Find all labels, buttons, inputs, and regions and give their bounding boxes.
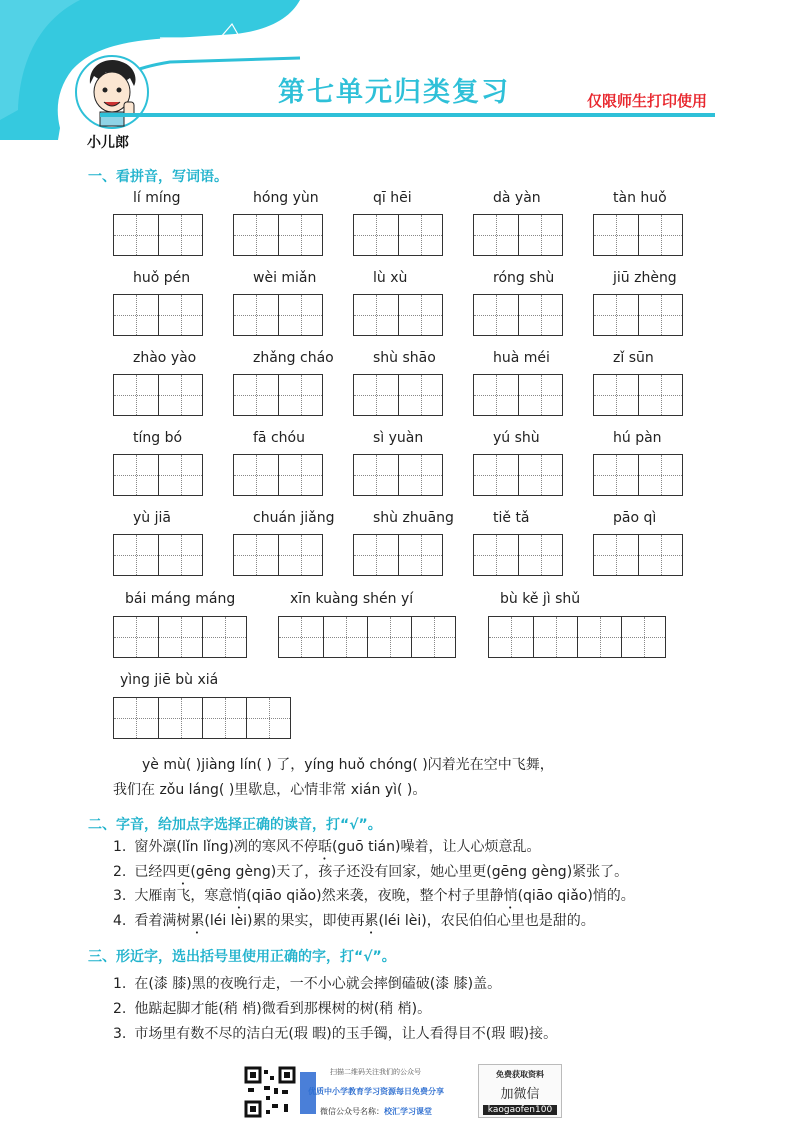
grid-cell[interactable] [114,617,158,657]
logo-text: 小儿郎 [87,135,129,151]
grid-cell[interactable] [158,698,202,738]
grid-cell[interactable] [114,295,158,335]
wechat-box-title: 免费获取资料 [496,1070,544,1079]
section2-question [113,910,595,937]
pinyin-label: huà méi [493,350,550,366]
tianzige-grid[interactable] [113,616,247,658]
grid-cell[interactable] [638,215,682,255]
grid-cell[interactable] [474,295,518,335]
wechat-box [478,1064,562,1118]
grid-cell[interactable] [114,455,158,495]
grid-cell[interactable] [278,295,322,335]
grid-cell[interactable] [234,215,278,255]
page-title: 第七单元归类复习 [278,77,510,108]
grid-cell[interactable] [323,617,367,657]
grid-cell[interactable] [474,375,518,415]
tianzige-grid[interactable] [593,214,683,256]
pinyin-label: hú pàn [613,430,662,446]
pinyin-label: tàn huǒ [613,190,667,206]
boy-mascot-icon [72,50,152,134]
pinyin-label: shù shāo [373,350,436,366]
grid-cell[interactable] [234,455,278,495]
question-num: 3. [113,1026,127,1042]
grid-cell[interactable] [594,535,638,575]
grid-cell[interactable] [638,295,682,335]
grid-cell[interactable] [474,455,518,495]
section3-heading: 三、形近字，选出括号里使用正确的字，打“√”。 [88,949,396,965]
tianzige-grid[interactable] [233,214,323,256]
grid-cell[interactable] [518,535,562,575]
tianzige-grid[interactable] [233,454,323,496]
grid-cell[interactable] [234,295,278,335]
tianzige-grid[interactable] [353,374,443,416]
pinyin-label: yù jiā [133,510,171,526]
question-num: 3. [113,888,127,904]
grid-cell[interactable] [114,215,158,255]
footer-account [320,1106,432,1117]
grid-cell[interactable] [621,617,665,657]
grid-cell[interactable] [474,215,518,255]
grid-cell[interactable] [246,698,290,738]
question-pre: 窗外凛(lǐn lǐng)冽的寒风不停 [134,839,318,855]
tianzige-grid[interactable] [233,374,323,416]
question-text: 市场里有数不尽的洁白无(瑕 暇)的玉手镯，让人看得目不(瑕 暇)接。 [134,1026,558,1042]
grid-cell[interactable] [354,455,398,495]
question-mid: (gēng gèng)天了，孩子还没有回家，她心里更 [190,864,487,880]
pinyin-label: fā chóu [253,430,305,446]
grid-cell[interactable] [234,535,278,575]
section2-question [113,861,628,888]
pinyin-label: bù kě jì shǔ [500,591,581,607]
grid-cell[interactable] [279,617,323,657]
section3-question [113,1023,557,1043]
question-num: 1. [113,839,127,855]
tianzige-grid[interactable] [593,454,683,496]
grid-cell[interactable] [398,455,442,495]
grid-cell[interactable] [594,215,638,255]
tianzige-grid[interactable] [113,294,203,336]
pinyin-label: sì yuàn [373,430,424,446]
grid-cell[interactable] [398,535,442,575]
pinyin-label: wèi miǎn [253,270,317,286]
grid-cell[interactable] [533,617,577,657]
question-dot1: 悄 [232,888,247,904]
question-dot1: 更 [176,864,191,880]
footer-slogan: 优质中小学教育学习资源每日免费分享 [308,1087,444,1096]
question-pre: 已经四 [134,864,177,880]
pinyin-label: yìng jiē bù xiá [120,672,219,688]
section2-question [113,885,635,912]
tianzige-grid[interactable] [473,534,563,576]
grid-cell[interactable] [278,455,322,495]
grid-cell[interactable] [354,375,398,415]
tianzige-grid[interactable] [113,697,291,739]
tianzige-grid[interactable] [488,616,666,658]
question-post: (qiāo qiǎo)悄的。 [517,888,635,904]
wechat-box-main: 加微信 [500,1087,540,1102]
pinyin-label: zhào yào [133,350,197,366]
tianzige-grid[interactable] [278,616,456,658]
grid-cell[interactable] [202,698,246,738]
question-dot2: 悄 [503,888,518,904]
grid-cell[interactable] [158,215,202,255]
question-num: 2. [113,864,127,880]
tianzige-grid[interactable] [113,374,203,416]
question-text: 在(漆 膝)黑的夜晚行走，一不小心就会摔倒磕破(漆 膝)盖。 [134,976,502,992]
pinyin-label: pāo qì [613,510,657,526]
fill-sentence-line2: 我们在 zǒu láng( )里歇息，心情非常 xián yì( )。 [113,782,427,798]
tianzige-grid[interactable] [473,294,563,336]
pinyin-label: dà yàn [493,190,541,206]
question-mid: (guō tián)噪着，让人心烦意乱。 [331,839,541,855]
grid-cell[interactable] [398,375,442,415]
tianzige-grid[interactable] [353,454,443,496]
qr-code-icon [244,1066,296,1118]
grid-cell[interactable] [114,375,158,415]
section2-heading: 二、字音，给加点字选择正确的读音，打“√”。 [88,817,382,833]
question-dot2: 累 [364,913,379,929]
question-num: 1. [113,976,127,992]
account-label: 微信公众号名称： [320,1107,384,1116]
grid-cell[interactable] [278,375,322,415]
grid-cell[interactable] [158,455,202,495]
tianzige-grid[interactable] [353,534,443,576]
tianzige-grid[interactable] [473,454,563,496]
grid-cell[interactable] [278,535,322,575]
pinyin-label: yú shù [493,430,540,446]
pinyin-label: chuán jiǎng [253,510,335,526]
section1-heading: 一、看拼音，写词语。 [88,169,228,185]
grid-cell[interactable] [367,617,411,657]
pinyin-label: lù xù [373,270,408,286]
grid-cell[interactable] [577,617,621,657]
grid-cell[interactable] [158,535,202,575]
grid-cell[interactable] [398,295,442,335]
pinyin-label: lí míng [133,190,181,206]
grid-cell[interactable] [474,535,518,575]
grid-cell[interactable] [594,375,638,415]
tianzige-grid[interactable] [593,294,683,336]
pinyin-label: xīn kuàng shén yí [290,591,414,607]
tianzige-grid[interactable] [353,214,443,256]
grid-cell[interactable] [489,617,533,657]
account-name: 校汇学习课堂 [384,1107,432,1116]
grid-cell[interactable] [638,455,682,495]
pinyin-label: hóng yùn [253,190,319,206]
grid-cell[interactable] [158,617,202,657]
grid-cell[interactable] [158,375,202,415]
grid-cell[interactable] [411,617,455,657]
question-num: 4. [113,913,127,929]
grid-cell[interactable] [518,375,562,415]
tianzige-grid[interactable] [113,534,203,576]
grid-cell[interactable] [278,215,322,255]
usage-note: 仅限师生打印使用 [587,92,708,110]
footer-scan-text: 扫描二维码关注我们的公众号 [330,1068,421,1076]
pinyin-label: qī hēi [373,190,412,206]
pinyin-label: zhǎng cháo [253,350,334,366]
grid-cell[interactable] [594,295,638,335]
question-post: (gēng gèng)紧张了。 [486,864,629,880]
grid-cell[interactable] [518,295,562,335]
tianzige-grid[interactable] [473,374,563,416]
question-pre: 看着满树 [134,913,191,929]
section3-question [113,998,431,1018]
pinyin-label: zǐ sūn [613,350,654,366]
grid-cell[interactable] [638,375,682,415]
tianzige-grid[interactable] [113,214,203,256]
tianzige-grid[interactable] [593,534,683,576]
grid-cell[interactable] [354,295,398,335]
grid-cell[interactable] [518,455,562,495]
tianzige-grid[interactable] [593,374,683,416]
grid-cell[interactable] [518,215,562,255]
grid-cell[interactable] [202,617,246,657]
tianzige-grid[interactable] [353,294,443,336]
grid-cell[interactable] [114,535,158,575]
pinyin-label: tiě tǎ [493,510,530,526]
tianzige-grid[interactable] [233,534,323,576]
pinyin-label: bái máng máng [125,591,236,607]
grid-cell[interactable] [114,698,158,738]
pinyin-label: róng shù [493,270,555,286]
section3-question [113,973,501,993]
question-post: (léi lèi)，农民伯伯心里也是甜的。 [378,913,595,929]
pinyin-label: shù zhuāng [373,510,454,526]
pinyin-label: tíng bó [133,430,183,446]
grid-cell[interactable] [594,455,638,495]
question-pre: 大雁南飞，寒意 [134,888,233,904]
fill-sentence-line1: yè mù( )jiàng lín( ) 了，yíng huǒ chóng( )闪着光在空中飞舞， [142,757,554,773]
header-rule [100,113,715,117]
grid-cell[interactable] [158,295,202,335]
grid-cell[interactable] [638,535,682,575]
grid-cell[interactable] [354,535,398,575]
tianzige-grid[interactable] [473,214,563,256]
grid-cell[interactable] [354,215,398,255]
question-num: 2. [113,1001,127,1017]
question-dot1: 聒 [317,839,332,855]
question-mid: (qiāo qiǎo)然来袭，夜晚，整个村子里静 [246,888,504,904]
question-text: 他踮起脚才能(稍 梢)微看到那棵树的树(稍 梢)。 [134,1001,432,1017]
question-dot1: 累 [190,913,205,929]
tianzige-grid[interactable] [113,454,203,496]
pinyin-label: jiū zhèng [613,270,677,286]
wechat-id: kaogaofen100 [483,1105,557,1115]
grid-cell[interactable] [234,375,278,415]
section2-question [113,836,540,863]
tianzige-grid[interactable] [233,294,323,336]
question-mid: (léi lèi)累的果实，即使再 [204,913,365,929]
grid-cell[interactable] [398,215,442,255]
pinyin-label: huǒ pén [133,270,191,286]
